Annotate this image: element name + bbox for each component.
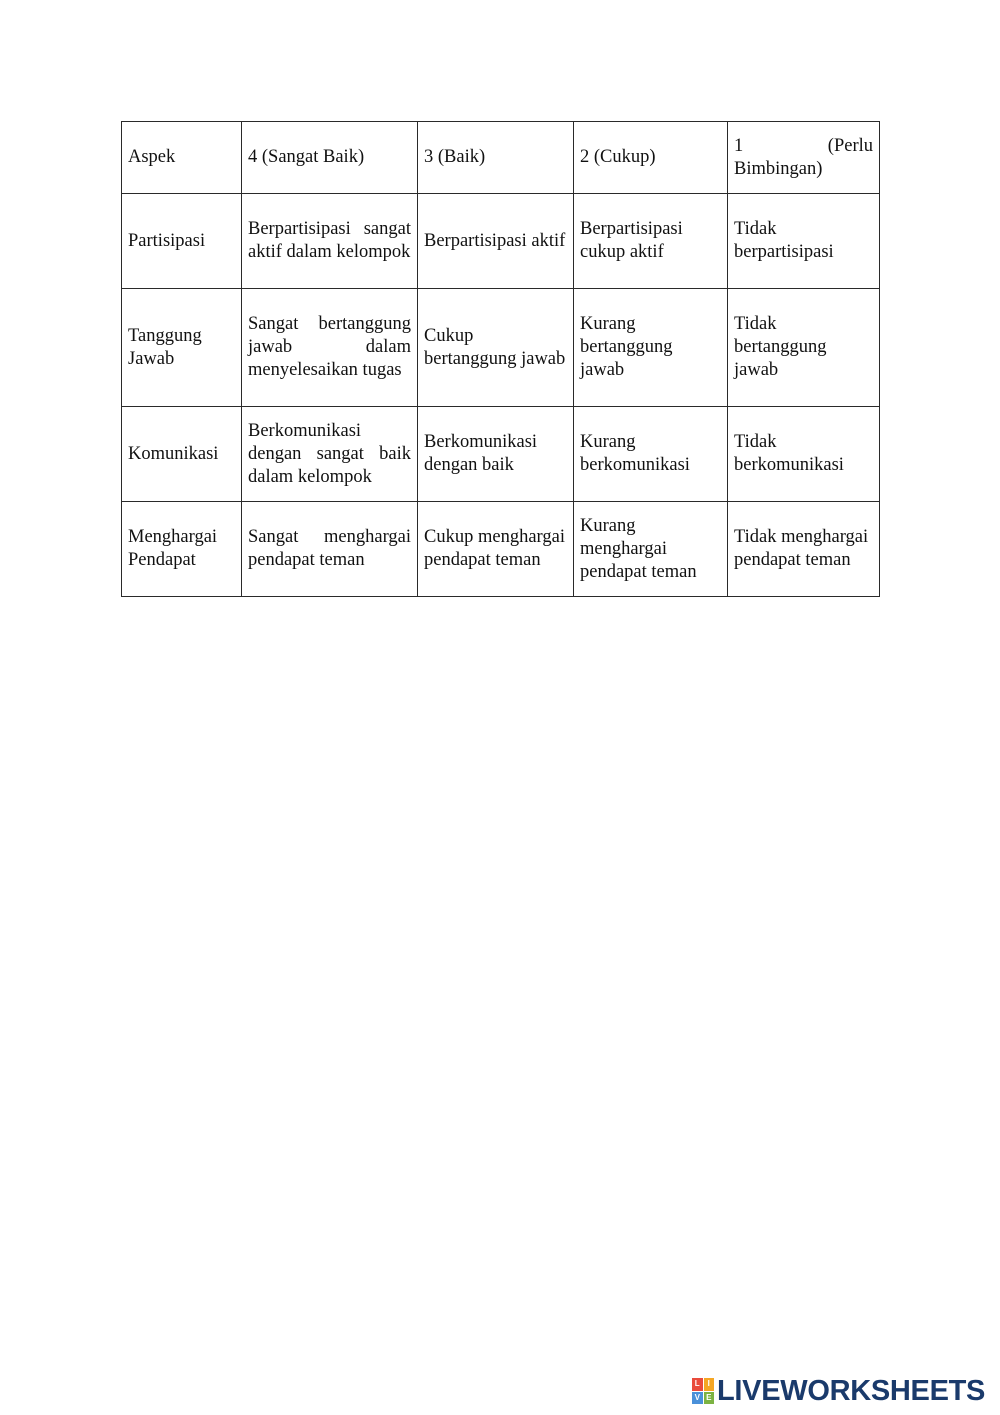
criteria-cell: Kurang menghargai pendapat teman: [574, 502, 728, 597]
aspect-cell: Menghargai Pendapat: [122, 502, 242, 597]
table-row: [122, 289, 880, 407]
criteria-cell: Tidak berpartisipasi: [728, 194, 880, 289]
header-score-1-perlu: (Perlu: [827, 135, 873, 156]
criteria-cell: Sangat bertanggung jawab dalam menyelesaikan tugas: [242, 289, 418, 407]
criteria-cell: Cukup bertanggung jawab: [418, 289, 574, 407]
criteria-cell: Cukup menghargai pendapat teman: [418, 502, 574, 597]
header-score-1-line1: [734, 135, 873, 158]
aspect-cell: Komunikasi: [122, 407, 242, 502]
logo-tile-l: L: [692, 1378, 703, 1391]
criteria-cell: Tidak berkomunikasi: [728, 407, 880, 502]
criteria-cell: Kurang bertanggung jawab: [574, 289, 728, 407]
criteria-cell: Berpartisipasi sangat aktif dalam kelompok: [242, 194, 418, 289]
liveworksheets-logo-icon: [692, 1378, 714, 1404]
header-row: [122, 122, 880, 194]
criteria-cell: Tidak bertanggung jawab: [728, 289, 880, 407]
aspect-cell: Partisipasi: [122, 194, 242, 289]
criteria-cell: Kurang berkomunikasi: [574, 407, 728, 502]
header-aspek: Aspek: [122, 122, 242, 194]
criteria-cell: Sangat menghargai pendapat teman: [242, 502, 418, 597]
header-score-4: 4 (Sangat Baik): [242, 122, 418, 194]
criteria-cell: Berkomunikasi dengan sangat baik dalam kelompok: [242, 407, 418, 502]
rubric-table: [121, 121, 880, 597]
header-score-3: 3 (Baik): [418, 122, 574, 194]
criteria-cell: Berpartisipasi cukup aktif: [574, 194, 728, 289]
header-score-1-bimbingan: Bimbingan): [734, 158, 823, 179]
brand-name: LIVEWORKSHEETS: [717, 1374, 986, 1407]
criteria-cell: Tidak menghargai pendapat teman: [728, 502, 880, 597]
logo-tile-e: E: [704, 1392, 715, 1405]
liveworksheets-watermark: [692, 1376, 985, 1406]
header-score-1: [728, 122, 880, 194]
aspect-cell: Tanggung Jawab: [122, 289, 242, 407]
logo-tile-i: I: [704, 1378, 715, 1391]
table-row: [122, 407, 880, 502]
header-score-1-number: 1: [734, 135, 744, 156]
criteria-cell: Berkomunikasi dengan baik: [418, 407, 574, 502]
criteria-cell: Berpartisipasi aktif: [418, 194, 574, 289]
table-row: [122, 502, 880, 597]
header-score-2: 2 (Cukup): [574, 122, 728, 194]
table-row: [122, 194, 880, 289]
logo-tile-v: V: [692, 1392, 703, 1405]
